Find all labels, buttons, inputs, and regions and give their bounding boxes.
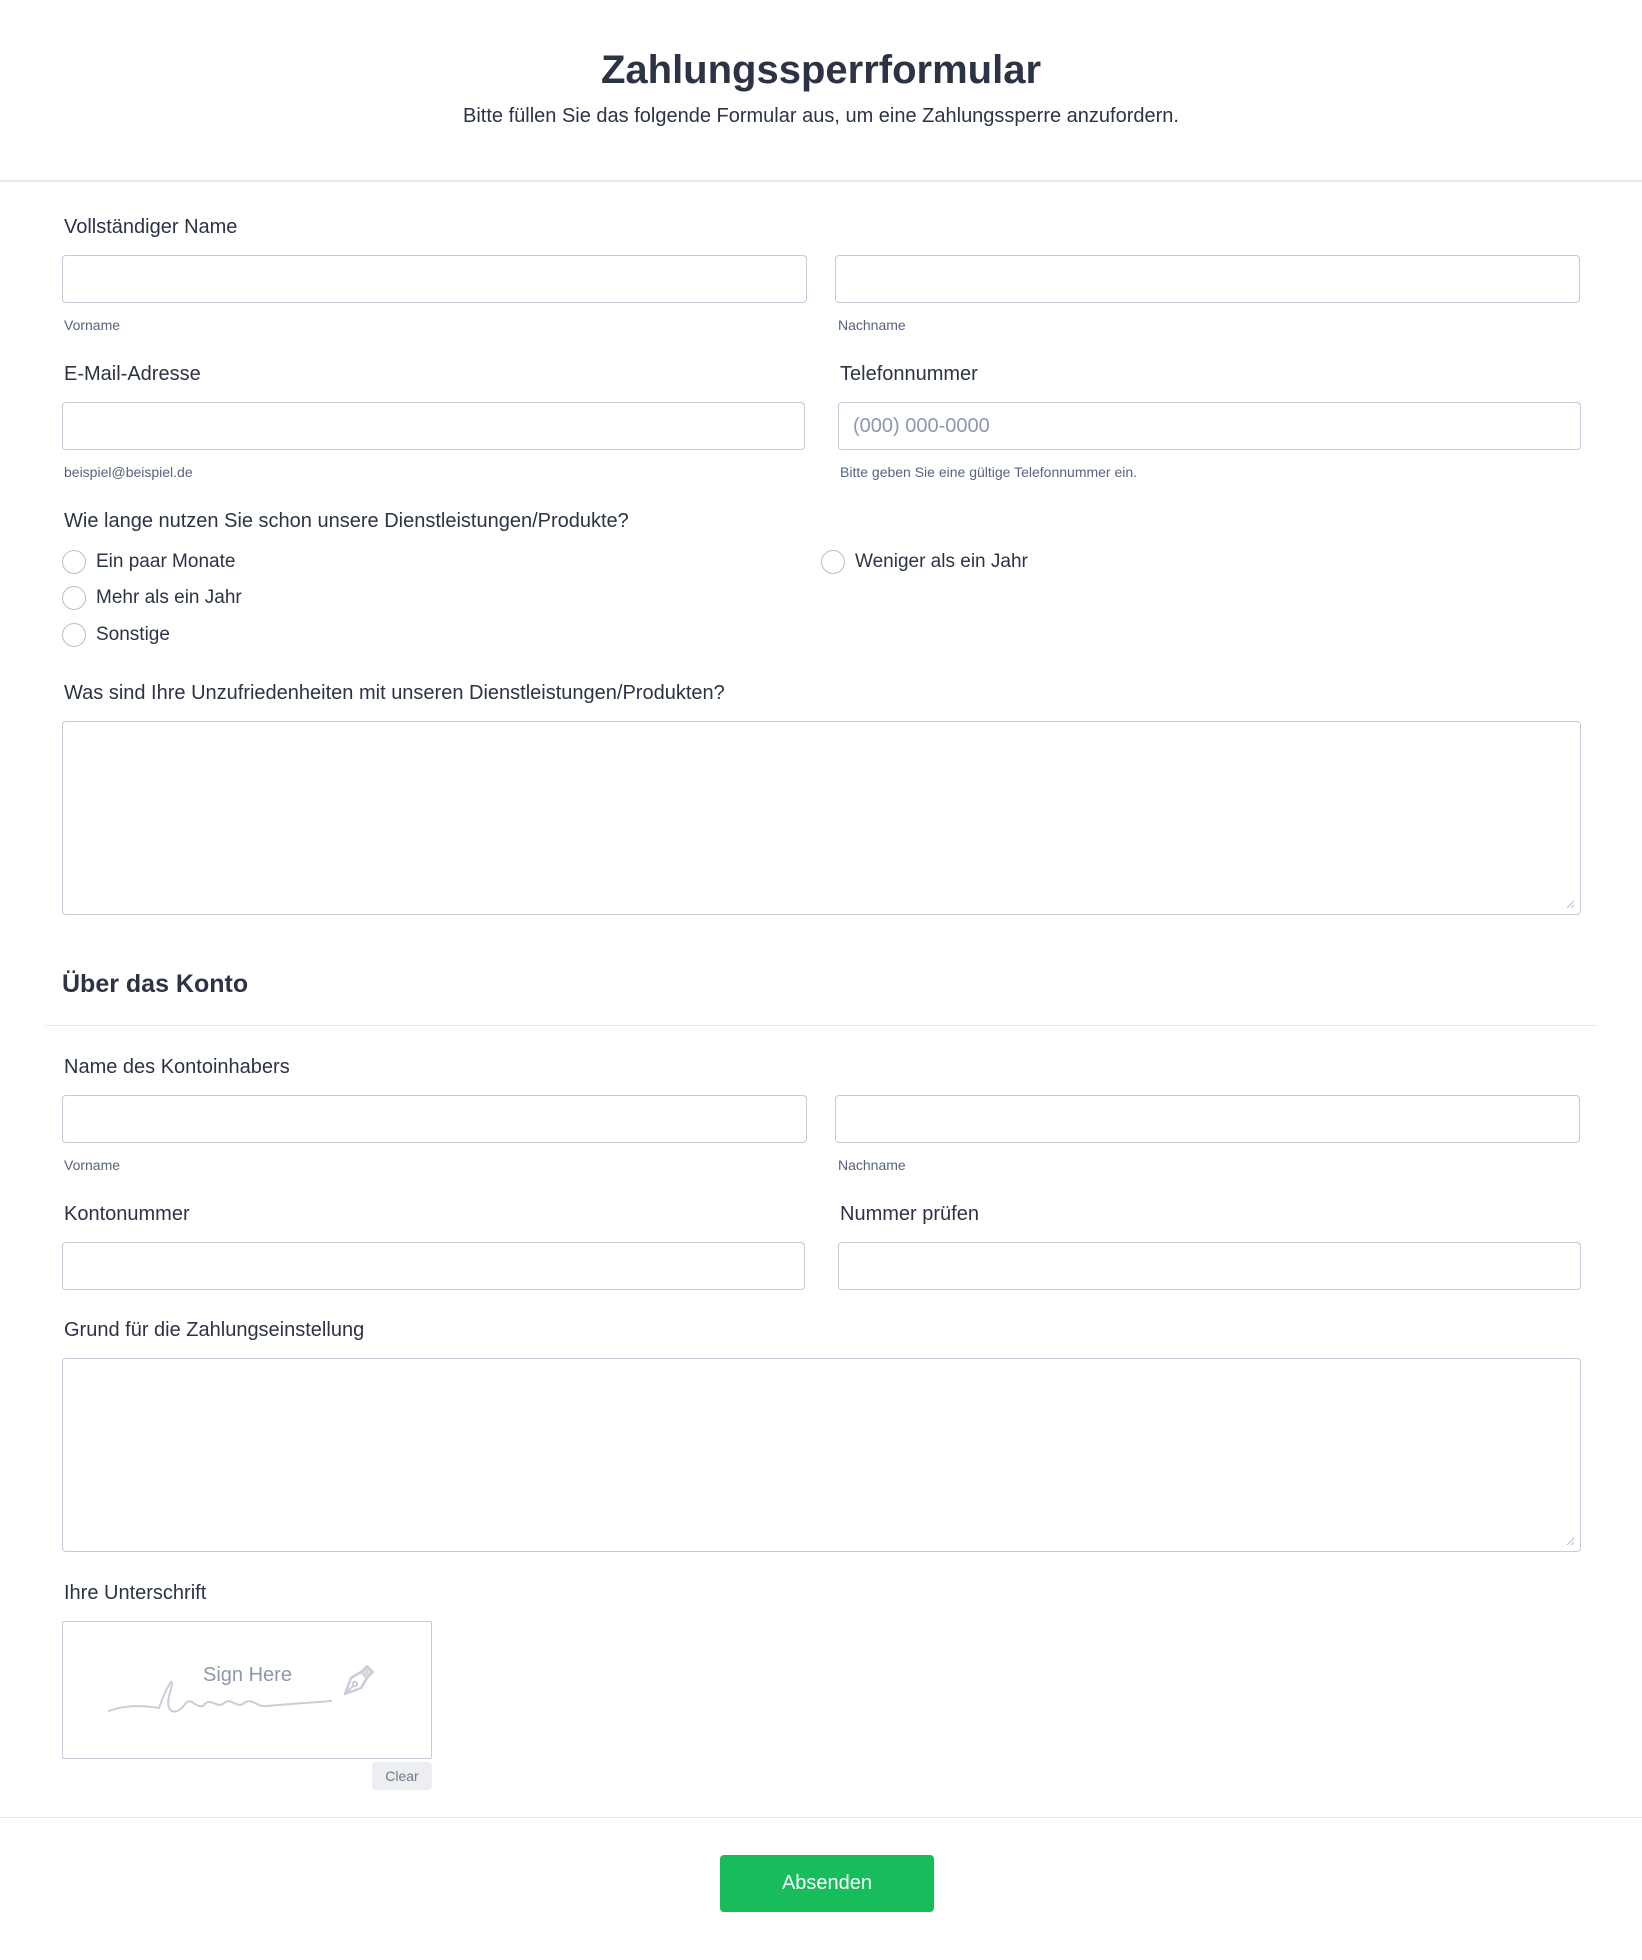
holder-last-name-input[interactable] xyxy=(835,1095,1580,1143)
resize-grip-icon[interactable] xyxy=(1566,1537,1574,1545)
dissatisfaction-label: Was sind Ihre Unzufriedenheiten mit unseren Dienstleistungen/Produkten? xyxy=(64,682,725,704)
radio-button[interactable] xyxy=(62,586,86,610)
reason-textarea[interactable] xyxy=(62,1358,1581,1552)
section-title-account: Über das Konto xyxy=(62,970,249,998)
account-number-label: Kontonummer xyxy=(64,1203,190,1225)
usage-duration-label: Wie lange nutzen Sie schon unsere Dienstleistungen/Produkte? xyxy=(64,510,629,532)
phone-label: Telefonnummer xyxy=(840,363,978,385)
radio-label: Ein paar Monate xyxy=(96,551,236,572)
resize-grip-icon[interactable] xyxy=(1566,900,1574,908)
radio-label: Mehr als ein Jahr xyxy=(96,587,242,608)
signature-pad[interactable] xyxy=(62,1621,432,1759)
signature-label: Ihre Unterschrift xyxy=(64,1582,207,1604)
reason-label: Grund für die Zahlungseinstellung xyxy=(64,1319,365,1341)
check-number-label: Nummer prüfen xyxy=(840,1203,979,1225)
radio-button[interactable] xyxy=(62,550,86,574)
submit-button[interactable]: Absenden xyxy=(720,1855,934,1912)
phone-input[interactable] xyxy=(838,402,1581,450)
holder-first-name-sublabel: Vorname xyxy=(64,1157,121,1173)
radio-option-few-months[interactable] xyxy=(62,550,235,574)
check-number-input[interactable] xyxy=(838,1242,1581,1290)
pen-nib-icon xyxy=(339,1662,377,1700)
email-input[interactable] xyxy=(62,402,805,450)
page-title: Zahlungssperrformular xyxy=(600,48,1042,92)
clear-signature-button[interactable]: Clear xyxy=(372,1762,432,1790)
radio-option-less-than-year[interactable] xyxy=(821,550,1028,574)
radio-label: Sonstige xyxy=(96,624,170,645)
footer-divider xyxy=(0,1817,1642,1818)
radio-option-other[interactable] xyxy=(62,623,170,647)
radio-button[interactable] xyxy=(62,623,86,647)
radio-option-more-than-year[interactable] xyxy=(62,586,242,610)
sign-here-placeholder: Sign Here xyxy=(203,1664,292,1686)
holder-first-name-input[interactable] xyxy=(62,1095,807,1143)
page-subtitle: Bitte füllen Sie das folgende Formular aus, um eine Zahlungssperre anzufordern. xyxy=(463,105,1179,127)
holder-last-name-sublabel: Nachname xyxy=(838,1157,906,1173)
account-number-input[interactable] xyxy=(62,1242,805,1290)
full-name-label: Vollständiger Name xyxy=(64,216,238,238)
first-name-input[interactable] xyxy=(62,255,807,303)
holder-name-label: Name des Kontoinhabers xyxy=(64,1056,290,1078)
email-label: E-Mail-Adresse xyxy=(64,363,201,385)
last-name-input[interactable] xyxy=(835,255,1580,303)
radio-label: Weniger als ein Jahr xyxy=(855,551,1028,572)
dissatisfaction-textarea[interactable] xyxy=(62,721,1581,915)
last-name-sublabel: Nachname xyxy=(838,317,906,333)
section-divider xyxy=(45,1025,1597,1026)
radio-button[interactable] xyxy=(821,550,845,574)
email-sublabel: beispiel@beispiel.de xyxy=(64,464,193,480)
first-name-sublabel: Vorname xyxy=(64,317,121,333)
phone-sublabel: Bitte geben Sie eine gültige Telefonnummer ein. xyxy=(840,464,1138,480)
form-header xyxy=(0,0,1642,182)
